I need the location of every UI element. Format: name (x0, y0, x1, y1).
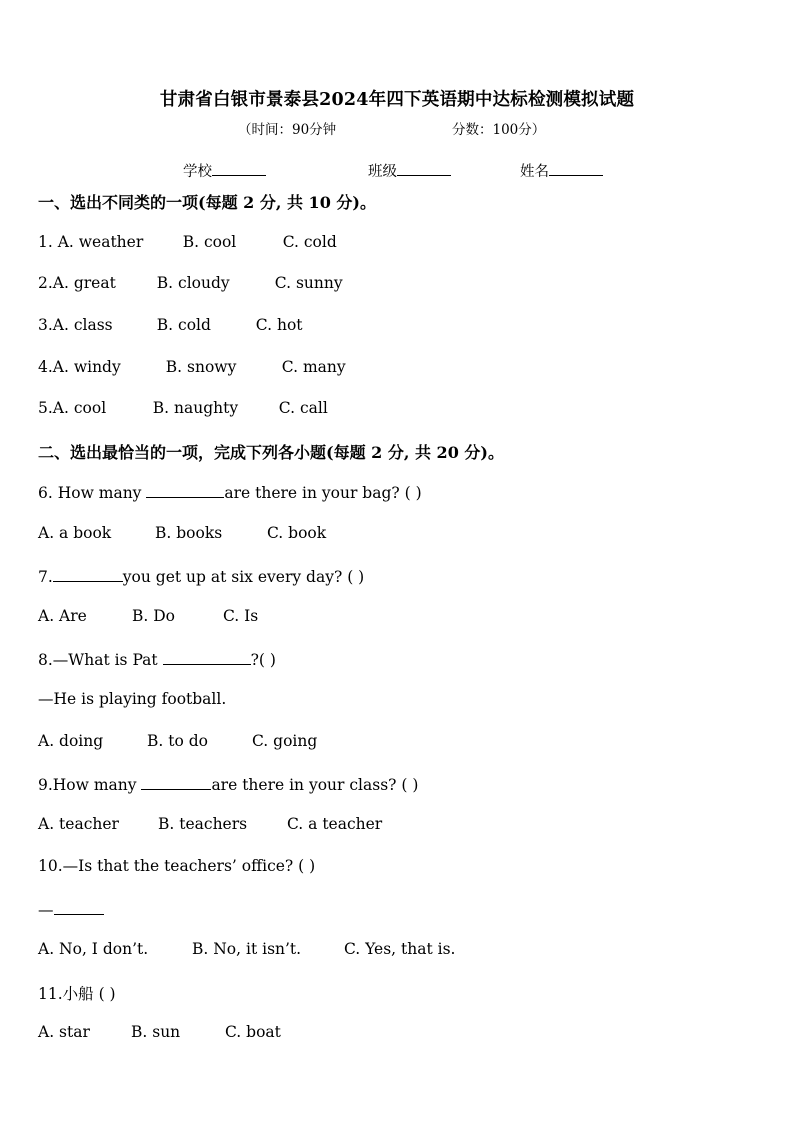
question-5 (38, 399, 328, 417)
question-text: 7. (38, 568, 53, 586)
question-number: 1. (38, 233, 58, 251)
question-9-options (38, 815, 382, 833)
question-6-options (38, 524, 326, 542)
school-blank (212, 161, 266, 176)
option-a: A. doing (38, 732, 104, 750)
option-a: A. windy (52, 358, 121, 376)
section2-heading: 二、选出最恰当的一项，完成下列各小题(每题 2 分, 共 20 分)。 (38, 443, 504, 462)
question-1 (38, 233, 337, 251)
option-c: C. Is (223, 607, 259, 625)
option-b: B. cloudy (156, 274, 230, 292)
answer-blank (146, 482, 224, 498)
question-text: 8.—What is Pat (38, 651, 163, 669)
question-3 (38, 316, 303, 334)
option-b: B. books (155, 524, 223, 542)
option-c: C. hot (255, 316, 303, 334)
answer-blank (53, 566, 123, 582)
option-c: C. sunny (274, 274, 343, 292)
school-label: 学校 (183, 164, 212, 180)
question-10-options (38, 940, 455, 958)
time-note: （时间：90分钟 (238, 122, 337, 138)
option-c: C. Yes, that is. (344, 940, 456, 958)
question-2 (38, 274, 343, 292)
score-note: 分数：100分） (452, 122, 546, 138)
option-c: C. a teacher (287, 815, 383, 833)
question-text: are there in your bag? ( ) (224, 484, 422, 502)
question-number: 3. (38, 316, 53, 334)
name-label: 姓名 (520, 164, 549, 180)
page-title: 甘肃省白银市景泰县2024年四下英语期中达标检测模拟试题 (159, 90, 635, 110)
question-10-answer (38, 899, 104, 919)
option-b: B. snowy (165, 358, 237, 376)
section1-heading: 一、选出不同类的一项(每题 2 分, 共 10 分)。 (38, 193, 376, 212)
option-b: B. to do (147, 732, 208, 750)
option-b: B. Do (132, 607, 176, 625)
question-number: 5. (38, 399, 53, 417)
question-10: 10.—Is that the teachers’ office? ( ) (38, 857, 316, 875)
option-a: A. weather (57, 233, 144, 251)
question-8-answer: —He is playing football. (38, 690, 227, 708)
question-11: 11.小船 ( ) (38, 985, 116, 1003)
class-field (368, 160, 451, 181)
option-b: B. No, it isn’t. (192, 940, 302, 958)
class-label: 班级 (368, 164, 397, 180)
question-9 (38, 774, 418, 794)
answer-blank (141, 774, 211, 790)
option-b: B. teachers (158, 815, 248, 833)
question-11-options (38, 1023, 281, 1041)
question-8 (38, 649, 276, 669)
question-7-options (38, 607, 258, 625)
option-a: A. class (52, 316, 113, 334)
option-a: A. star (38, 1023, 90, 1041)
option-a: A. a book (38, 524, 112, 542)
option-c: C. many (281, 358, 346, 376)
name-blank (549, 161, 603, 176)
option-b: B. sun (131, 1023, 181, 1041)
question-number: 2. (38, 274, 53, 292)
question-text: 9.How many (38, 776, 142, 794)
option-a: A. Are (38, 607, 87, 625)
option-b: B. cold (156, 316, 211, 334)
option-a: A. teacher (38, 815, 119, 833)
school-field (183, 160, 266, 181)
option-b: B. naughty (152, 399, 239, 417)
answer-blank (54, 899, 104, 915)
option-c: C. going (252, 732, 318, 750)
option-a: A. No, I don’t. (38, 940, 149, 958)
option-c: C. call (278, 399, 328, 417)
option-a: A. great (52, 274, 116, 292)
question-7 (38, 566, 364, 586)
question-text: ?( ) (250, 651, 276, 669)
question-4 (38, 358, 346, 376)
question-8-options (38, 732, 317, 750)
option-b: B. cool (182, 233, 237, 251)
question-text: 6. How many (38, 484, 147, 502)
option-c: C. cold (282, 233, 337, 251)
option-a: A. cool (52, 399, 107, 417)
answer-blank (163, 649, 251, 665)
option-c: C. boat (225, 1023, 281, 1041)
question-number: 4. (38, 358, 53, 376)
dash: — (38, 901, 54, 919)
class-blank (397, 161, 451, 176)
name-field (520, 160, 603, 181)
question-text: you get up at six every day? ( ) (122, 568, 365, 586)
question-text: are there in your class? ( ) (211, 776, 419, 794)
option-c: C. book (267, 524, 327, 542)
question-6 (38, 482, 422, 502)
